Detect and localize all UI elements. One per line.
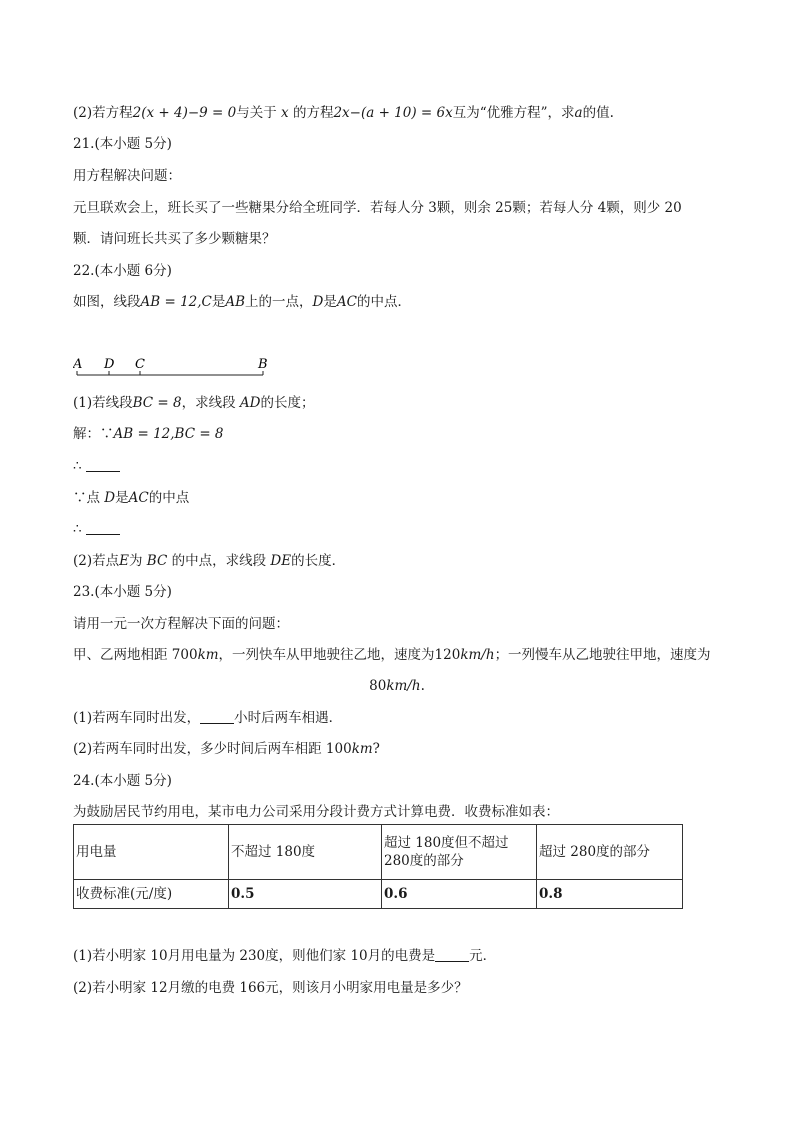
math: AC [336, 294, 357, 310]
table-header-cell: 超过 180度但不超过 280度的部分 [382, 825, 537, 880]
text: (2)若点 [73, 553, 120, 569]
text: 上的一点， [245, 294, 313, 310]
text: 互为“优雅方程”，求 [452, 105, 575, 121]
text: ? [372, 741, 380, 757]
text: 的方程 [288, 105, 334, 121]
table-header-cell: 用电量 [74, 825, 229, 880]
unit: km [351, 741, 373, 757]
unit: km/h [386, 678, 421, 694]
text: 是 [115, 490, 129, 506]
text: 的中点，求线段 [167, 553, 271, 569]
text: 是 [323, 294, 337, 310]
text: (1)若线段 [73, 395, 133, 411]
math: DE [270, 553, 292, 569]
math: AB [225, 294, 246, 310]
math: AB = 12,C [140, 294, 212, 310]
q22-part2 [73, 551, 345, 571]
math: D [104, 490, 116, 506]
table-cell: 收费标准(元/度) [74, 880, 229, 909]
equation-2: 2x−(a + 10) = 6x [333, 105, 453, 121]
answer-blank[interactable] [200, 709, 234, 724]
text: 元． [469, 948, 497, 964]
q22-therefore-1 [73, 456, 120, 476]
q21-body-2: 颗．请问班长共买了多少颗糖果？ [73, 231, 276, 247]
q21-intro: 用方程解决问题： [73, 168, 181, 184]
therefore-symbol: ∴ [73, 521, 82, 537]
table-header-row [74, 825, 683, 880]
text: . [420, 678, 425, 694]
table-row [74, 880, 683, 909]
variable-x: x [281, 105, 289, 121]
text: ∵点 [73, 490, 105, 506]
table-header-cell: 不超过 180度 [229, 825, 382, 880]
math: BC = 8 [132, 395, 182, 411]
q23-body-cont [0, 676, 794, 696]
q20-part2 [73, 103, 614, 123]
text: 的值. [582, 105, 614, 121]
text: (2)若两车同时出发，多少时间后两车相距 100 [73, 741, 352, 757]
text: (1)若两车同时出发， [73, 710, 201, 726]
table-header-cell: 超过 280度的部分 [537, 825, 683, 880]
math: BC [146, 553, 168, 569]
text: 解：∵ [73, 426, 114, 442]
text: 是 [211, 294, 226, 310]
table-cell: 0.6 [382, 880, 537, 909]
q24-part2: (2)若小明家 12月缴的电费 166元，则该月小明家用电量是多少？ [73, 980, 468, 996]
q23-part2 [73, 739, 380, 759]
q22-therefore-2 [73, 519, 120, 539]
unit: km/h [460, 647, 495, 663]
q23-heading: 23.(本小题 5分) [73, 584, 172, 600]
q22-stem [73, 292, 411, 312]
text: ，一列快车从甲地驶往乙地，速度为 [218, 647, 435, 663]
label-b: B [258, 357, 268, 372]
text: (1)若小明家 10月用电量为 230度，则他们家 10月的电费是 [73, 948, 436, 964]
q22-part1 [73, 393, 314, 413]
label-d: D [104, 357, 115, 372]
label-c: C [135, 357, 145, 372]
table-cell: 0.5 [229, 880, 382, 909]
text: 小时后两车相遇． [234, 710, 343, 726]
text: ；一列慢车从乙地驶往甲地，速度为 [494, 647, 711, 663]
table-cell: 0.8 [537, 880, 683, 909]
math: AD [239, 395, 261, 411]
text: 为 [128, 553, 147, 569]
q24-intro: 为鼓励居民节约用电，某市电力公司采用分段计费方式计算电费．收费标准如表： [73, 804, 559, 820]
answer-blank[interactable] [435, 947, 469, 962]
text: ，求线段 [181, 395, 240, 411]
text: 如图，线段 [73, 294, 141, 310]
q23-body [73, 645, 711, 665]
line-segment-figure [73, 352, 273, 382]
q22-solution-line [73, 424, 224, 444]
answer-blank[interactable] [86, 520, 120, 535]
label-a: A [73, 357, 83, 372]
text: 甲、乙两地相距 700 [73, 647, 198, 663]
speed-slow: 80 [369, 678, 387, 694]
q21-heading: 21.(本小题 5分) [73, 136, 172, 152]
unit: km [197, 647, 219, 663]
text: 的长度． [291, 553, 346, 569]
q21-body-1: 元旦联欢会上，班长买了一些糖果分给全班同学．若每人分 3颗，则余 25颗；若每人分 4颗，则少 20 [73, 200, 682, 216]
fee-table [73, 824, 683, 909]
q24-heading: 24.(本小题 5分) [73, 773, 172, 789]
text: (2)若方程 [73, 105, 133, 121]
q22-heading: 22.(本小题 6分) [73, 263, 172, 279]
speed-fast: 120 [434, 647, 461, 663]
q23-part1 [73, 708, 342, 728]
therefore-symbol: ∴ [73, 458, 82, 474]
math: D [312, 294, 324, 310]
q23-intro: 请用一元一次方程解决下面的问题： [73, 616, 289, 632]
text: 的中点． [356, 294, 411, 310]
math: E [119, 553, 129, 569]
text: 的长度； [260, 395, 315, 411]
text: 的中点 [148, 490, 190, 506]
equation-1: 2(x + 4)−9 = 0 [132, 105, 237, 121]
variable-a: a [574, 105, 583, 121]
q22-because [73, 488, 189, 508]
math: AC [128, 490, 149, 506]
math: AB = 12,BC = 8 [113, 426, 224, 442]
answer-blank[interactable] [86, 457, 120, 472]
q24-part1 [73, 946, 496, 966]
text: 与关于 [236, 105, 282, 121]
